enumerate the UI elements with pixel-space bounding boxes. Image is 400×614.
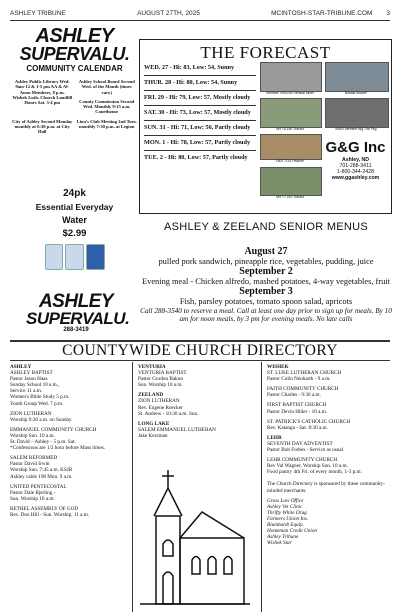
forecast-day: THUR. 28 - Hi: 80, Low: 54, Sunny xyxy=(144,79,238,86)
text-item: Gross Law Office xyxy=(267,497,304,504)
text-item: Pastor Charles - 9:30 a.m. xyxy=(267,392,321,399)
directory-title-rule xyxy=(10,360,390,361)
church-illustration xyxy=(140,468,250,608)
text-item: VENTURIA xyxy=(138,364,166,370)
text-item: NH T6.180 Tractor xyxy=(276,127,304,131)
page-header xyxy=(10,10,390,17)
calendar-entry: Ashley School Board Second Wed. of the Month (times vary) xyxy=(78,79,135,95)
text-item: 701-288-3411 xyxy=(339,163,372,169)
text-item: Sun. Worship 10 a.m. xyxy=(138,382,183,389)
text-item: LEHR COMMUNITY CHURCH xyxy=(267,457,338,464)
forecast-box xyxy=(139,39,392,214)
forecast-day: TUE. 2 - Hi: 80, Low: 57, Partly cloudy xyxy=(144,154,248,161)
forecast-day: SUN. 31 - Hi: 71, Low: 56, Partly cloudy xyxy=(144,124,251,131)
text-item: Ashley Tribune xyxy=(267,534,299,541)
menu-date: September 2 xyxy=(239,266,293,277)
menu-text: Evening meal - Chicken alfredo, mashed potatoes, 4-way vegetables, fruit xyxy=(142,277,390,286)
menu-date: September 3 xyxy=(239,286,293,297)
text-item: Thrifty White Drug xyxy=(267,509,307,516)
text-item: Service 11 a.m. xyxy=(10,388,43,395)
text-item: Ashley, ND xyxy=(341,157,369,163)
directory-col-3 xyxy=(267,364,392,550)
text-item: Rev. Eugene Roecker xyxy=(138,404,183,411)
text-item: SEVENTH DAY ADVENTIST xyxy=(267,440,333,447)
website: MCINTOSH-STAR-TRIBUNE.COM xyxy=(271,10,373,17)
text-item: Sun. Worship 10 a.m. xyxy=(10,495,55,502)
text-item: ST. LUKE LUTHERAN CHURCH xyxy=(267,370,342,377)
forecast-days xyxy=(144,64,256,161)
directory-col-1 xyxy=(10,364,130,522)
store-logo xyxy=(26,291,130,333)
text-item: Wishek Star xyxy=(267,540,292,547)
promo-price: $2.99 xyxy=(62,228,87,239)
text-item: H&S 7114 Pasture xyxy=(276,159,304,163)
text-item: Jake Kerzman xyxy=(138,432,168,439)
paper-name: ASHLEY TRIBUNE xyxy=(10,10,66,17)
text-item: Vermeer VSM240 Vertical Mixer xyxy=(265,91,315,95)
text-item: St. Andrew - 10:30 a.m. Sun. xyxy=(138,410,199,417)
forecast-day: WED. 27 - Hi: 83, Low: 54, Sunny xyxy=(144,64,235,71)
header-rule xyxy=(10,20,390,21)
tractor2-image xyxy=(260,167,322,196)
calendar-entry: Ashley Public Library Wed. 9am-12 & 1-5 pm AA & Al-Anon Members, 8 p.m. Wishek Luth. Church Landfill Hours Sat. 3-4 pm xyxy=(12,79,73,106)
text-item: LONG LAKE xyxy=(138,420,170,427)
forecast-day: SAT. 30 - Hi: 73, Low: 57, Mostly cloudy xyxy=(144,109,251,116)
calendar-entries xyxy=(12,79,137,135)
text-item: Pastor David Irwin xyxy=(10,461,50,468)
senior-menus xyxy=(140,221,392,323)
text-item: Pastor Dale Bjerling - xyxy=(10,489,56,496)
text-item: 606N Vermeer Big Tire Pkg xyxy=(335,127,377,131)
text-item: Rev. Katanga - Sat. 8:30 a.m. xyxy=(267,424,328,431)
store-phone: 288-3419 xyxy=(63,327,89,333)
text-item: Pastor Colin Neuharth - 9 a.m. xyxy=(267,376,331,383)
text-item: Women's Bible Study 5 p.m. xyxy=(10,394,70,401)
text-item: ASHLEY xyxy=(10,364,32,370)
equipment-ad xyxy=(260,62,387,210)
sponsor-intro: The Church Directory is sponsored by these community-minded merchants: xyxy=(267,481,385,494)
text-item: Worship Sun. 7:45 a.m. KSJB xyxy=(10,467,73,474)
text-item: VENTURIA BAPTIST xyxy=(138,370,187,377)
text-item: 1-800-344-2428 xyxy=(337,169,374,175)
text-item: Ashley Vet Clinic xyxy=(267,503,303,510)
text-item: ASHLEY BAPTIST xyxy=(10,370,53,377)
text-item: FIRST BAPTIST CHURCH xyxy=(267,402,327,409)
text-item: ZEELAND xyxy=(138,392,164,399)
text-item: Pastor Jason Haas xyxy=(10,376,48,383)
text-item: ZION LUTHERAN xyxy=(138,398,180,405)
tractor-image xyxy=(260,98,322,128)
text-item: Sunday School 10 a.m., xyxy=(10,382,60,389)
text-item: Bobcat Mower! xyxy=(344,91,368,95)
text-item: Homeman Credit Union xyxy=(267,528,317,535)
text-item: UNITED PENTECOSTAL xyxy=(10,483,67,490)
calendar-entry: County Commission Second Wed. Monthly 9:15 a.m. Courthouse xyxy=(79,98,135,115)
text-item: www.ggashley.com xyxy=(331,175,380,181)
promo-size: 24pk xyxy=(63,188,86,199)
text-item: LEHR xyxy=(267,434,282,441)
water-promo xyxy=(12,188,137,270)
text-item: Ashley cable 198 Mon. 9 a.m. xyxy=(10,473,73,480)
menus-title: ASHLEY & ZEELAND SENIOR MENUS xyxy=(163,221,369,233)
text-item: *Confessions are 1/2 hour before Mass times. xyxy=(10,445,105,452)
community-calendar xyxy=(12,26,137,135)
menu-text: pulled pork sandwich, pineapple rice, vegetables, pudding, juice xyxy=(158,257,374,266)
col-divider xyxy=(261,362,262,612)
mower-image xyxy=(325,62,389,92)
text-item: FAITH COMMUNITY CHURCH xyxy=(267,386,339,393)
menu-text: Fish, parsley potatoes, tomato spoon salad, apricots xyxy=(179,297,353,306)
forecast-day: FRI. 29 - Hi: 79, Low: 57, Mostly cloudy xyxy=(144,94,251,101)
sponsor-list xyxy=(267,498,392,547)
baler-image xyxy=(325,98,389,128)
forecast-day: MON. 1 - Hi: 78, Low: 57, Partly cloudy xyxy=(144,139,251,146)
calendar-title: COMMUNITY CALENDAR xyxy=(26,64,123,73)
text-item: Youth Group Wed. 7 p.m. xyxy=(10,400,64,407)
supervalu-logo xyxy=(12,26,137,62)
col-divider xyxy=(132,362,133,612)
text-item: Blumhardt Equip. xyxy=(267,521,304,528)
text-item: Food pantry 4th Fri. of every month, 1-3 p.m. xyxy=(267,469,362,476)
text-item: ST. PATRICK'S CATHOLIC CHURCH xyxy=(267,418,351,425)
text-item: SALEM REFORMED xyxy=(10,455,58,462)
text-item: SUPERVALU. xyxy=(19,44,130,64)
text-item: NH T7.210 Tractor xyxy=(276,195,304,199)
text-item: St. David – Ashley - 5 p.m. Sat. xyxy=(10,439,76,446)
text-item: Worship 9:30 a.m. on Sunday xyxy=(10,416,72,423)
text-item: BETHEL ASSEMBLY OF GOD xyxy=(10,505,79,512)
issue-date: AUGUST 27TH, 2025 xyxy=(137,10,200,17)
text-item: ZION LUTHERAN xyxy=(10,410,52,417)
text-item: Worship Sun. 10 a.m. xyxy=(10,432,55,439)
text-item: SUPERVALU. xyxy=(26,309,130,328)
menus-note: Call 288-3540 to reserve a meal. Call at least one day prior to sign up for meals. By 10 am for noon meals, by 3 pm for evening meals. No late calls xyxy=(140,307,392,323)
text-item: EMMANUEL COMMUNITY CHURCH xyxy=(10,426,97,433)
directory-col-2 xyxy=(138,364,258,443)
forecast-title: THE FORECAST xyxy=(200,43,331,62)
text-item: Pastor Devin Hiller - 10 a.m. xyxy=(267,408,328,415)
page-number: 3 xyxy=(386,10,390,17)
directory-title: COUNTYWIDE CHURCH DIRECTORY xyxy=(62,342,338,359)
text-item: ASHLEY xyxy=(38,291,114,312)
water-bottles-image xyxy=(45,244,105,270)
promo-brand: Essential Everyday xyxy=(35,202,114,212)
text-item: WISHEK xyxy=(267,364,289,370)
text-item: Rev. Don Hill - Sun. Worship, 11 a.m. xyxy=(10,511,90,518)
text-item: Farmers Union Ins. xyxy=(267,515,309,522)
menu-date: August 27 xyxy=(244,246,288,257)
dealer-block xyxy=(324,140,387,181)
text-item: SALEM EMMANUEL LUTHERAN xyxy=(138,426,216,433)
text-item: Rev Val Wagner, Worship Sun. 10 a.m. xyxy=(267,463,348,470)
text-item: ASHLEY xyxy=(35,25,114,47)
calendar-entry: Lion's Club Meeting 2nd Tues. monthly 7:30 p.m. at Legion xyxy=(76,118,137,130)
pasture-image xyxy=(260,134,322,160)
mixer-image xyxy=(260,62,322,92)
text-item: Pastor Gordon Bakun xyxy=(138,376,183,383)
promo-product: Water xyxy=(62,215,87,225)
calendar-entry: City of Ashley Second Monday monthly at 6:30 p.m. at City Hall xyxy=(12,118,73,135)
text-item: Pastor Bob Forbes - Service as usual xyxy=(267,447,344,454)
dealer-name: G&G Inc xyxy=(325,139,386,156)
